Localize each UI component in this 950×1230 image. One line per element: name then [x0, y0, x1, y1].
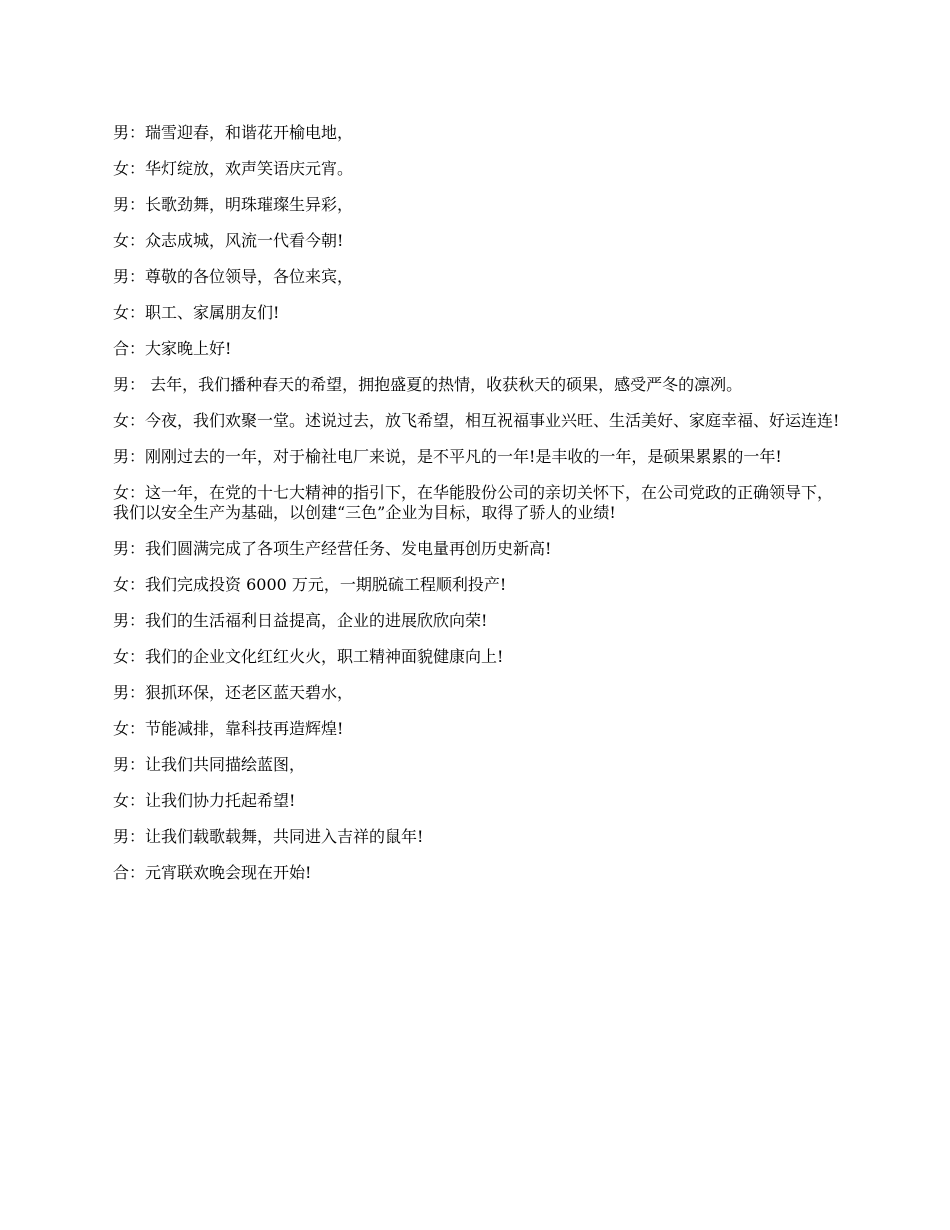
document-body — [113, 123, 841, 899]
paragraph-2: 女：华灯绽放，欢声笑语庆元宵。 — [113, 159, 354, 178]
paragraph-1: 男：瑞雪迎春，和谐花开榆电地， — [113, 123, 354, 142]
paragraph-20: 男：让我们载歌载舞，共同进入吉祥的鼠年! — [113, 827, 424, 846]
paragraph-12: 男：我们圆满完成了各项生产经营任务、发电量再创历史新高! — [113, 539, 552, 558]
paragraph-17: 女：节能减排，靠科技再造辉煌! — [113, 719, 344, 738]
paragraph-14: 男：我们的生活福利日益提高，企业的进展欣欣向荣! — [113, 611, 488, 630]
paragraph-6: 女：职工、家属朋友们! — [113, 303, 280, 322]
paragraph-11: 女：这一年，在党的十七大精神的指引下，在华能股份公司的亲切关怀下，在公司党政的正确领导下，我们以安全生产为基础，以创建“三色”企业为目标，取得了骄人的业绩! — [113, 483, 834, 522]
paragraph-7: 合：大家晚上好! — [113, 339, 232, 358]
paragraph-9: 女：今夜，我们欢聚一堂。述说过去，放飞希望，相互祝福事业兴旺、生活美好、家庭幸福、好运连连! — [113, 411, 840, 430]
paragraph-18: 男：让我们共同描绘蓝图， — [113, 755, 306, 774]
paragraph-10: 男：刚刚过去的一年，对于榆社电厂来说，是不平凡的一年!是丰收的一年，是硕果累累的一年! — [113, 447, 782, 466]
paragraph-16: 男：狠抓环保，还老区蓝天碧水， — [113, 683, 354, 702]
paragraph-13: 女：我们完成投资 6000 万元，一期脱硫工程顺利投产! — [113, 575, 507, 594]
paragraph-21: 合：元宵联欢晚会现在开始! — [113, 863, 312, 882]
paragraph-3: 男：长歌劲舞，明珠璀璨生异彩， — [113, 195, 354, 214]
paragraph-4: 女：众志成城，风流一代看今朝! — [113, 231, 344, 250]
paragraph-5: 男：尊敬的各位领导，各位来宾， — [113, 267, 354, 286]
paragraph-8: 男： 去年，我们播种春天的希望，拥抱盛夏的热情，收获秋天的硕果，感受严冬的凛冽。 — [113, 375, 743, 394]
paragraph-15: 女：我们的企业文化红红火火，职工精神面貌健康向上! — [113, 647, 504, 666]
paragraph-19: 女：让我们协力托起希望! — [113, 791, 296, 810]
